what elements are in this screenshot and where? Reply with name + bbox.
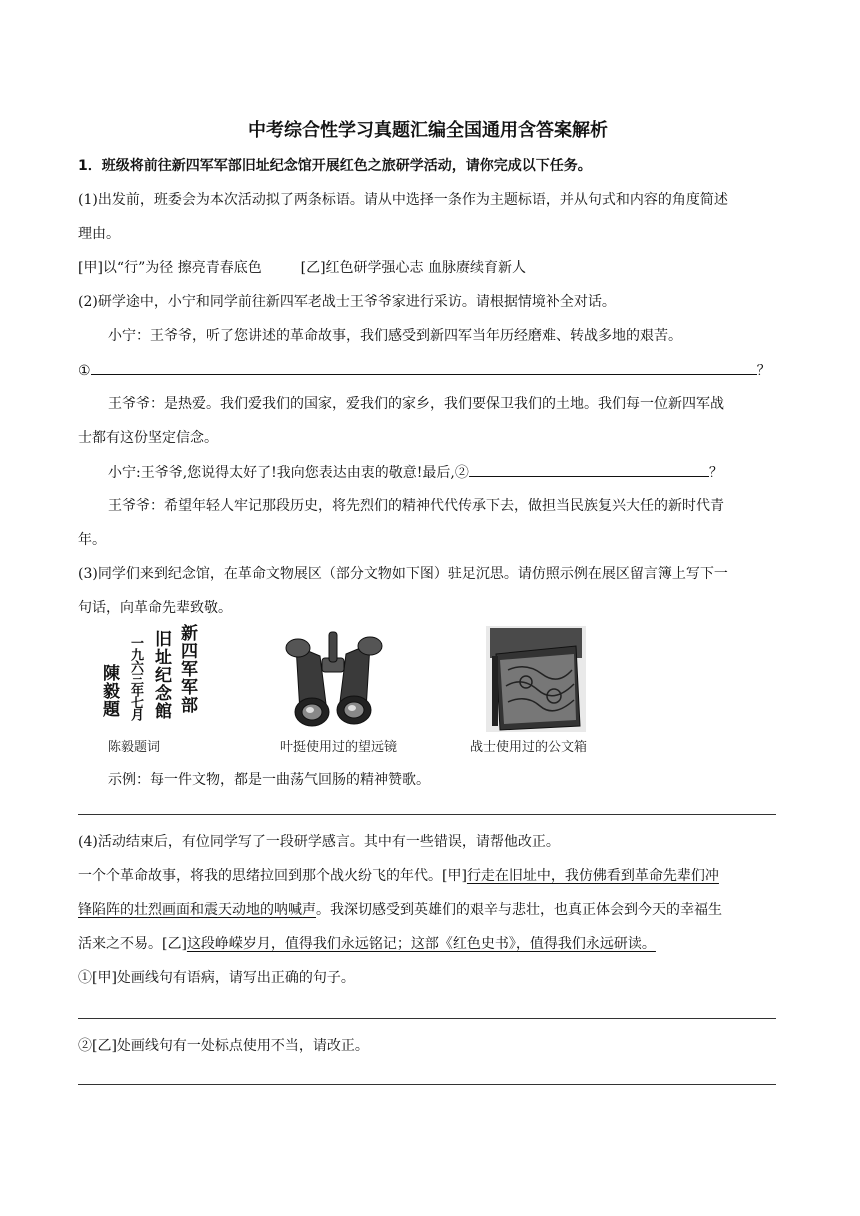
answer-line-3[interactable]: [78, 814, 776, 815]
underlined-sentence-yi: 这段峥嵘岁月，值得我们永远铭记；这部《红色史书》，值得我们永远研读。: [186, 936, 656, 952]
answer-line-4[interactable]: [78, 1018, 776, 1019]
dialogue-blank-1: [78, 360, 771, 381]
task3-prompt-line2: 句话，向革命先辈致敬。: [78, 600, 232, 616]
slogan-options: [78, 258, 526, 278]
task3-prompt-line1: (3)同学们来到纪念馆，在革命文物展区（部分文物如下图）驻足沉思。请仿照示例在展区留言簿上写下一: [78, 566, 728, 582]
document-box-image: [486, 626, 586, 732]
example-sentence: 示例：每一件文物，都是一曲荡气回肠的精神赞歌。: [108, 772, 430, 788]
answer-blank-1[interactable]: [91, 360, 757, 375]
subquestion-1: ①[甲]处画线句有语病，请写出正确的句子。: [78, 970, 355, 986]
essay-text: 活来之不易。[乙]: [78, 936, 187, 952]
blank-2-end: ？: [708, 465, 723, 481]
dialogue-xiaoning-2: [108, 462, 723, 483]
dialogue-xiaoning-1: 小宁：王爷爷，听了您讲述的革命故事，我们感受到新四军当年历经磨难、转战多地的艰苦。: [108, 328, 682, 344]
caption-calligraphy: 陈毅题词: [108, 740, 161, 755]
dialogue-wang-2-line1: 王爷爷：希望年轻人牢记那段历史，将先烈们的精神代代传承下去，做担当民族复兴大任的新时代青: [108, 498, 724, 514]
essay-line-1: [78, 866, 719, 886]
answer-blank-2[interactable]: [469, 462, 709, 477]
binoculars-image: [274, 624, 394, 734]
caption-document-box: 战士使用过的公文箱: [470, 740, 588, 755]
page-title: 中考综合性学习真题汇编全国通用含答案解析: [248, 120, 608, 141]
blank-1-marker: ①: [78, 363, 91, 379]
essay-line-2: [78, 900, 722, 920]
calligraphy-column: 一九六三年七月: [128, 636, 143, 720]
dialogue-wang-2-line2: 年。: [78, 532, 106, 548]
slogan-jia: [甲]以“行”为径 擦亮青春底色: [78, 260, 262, 276]
answer-line-5[interactable]: [78, 1084, 776, 1085]
dialogue-xiaoning-2-text: 小宁:王爷爷,您说得太好了!我向您表达由衷的敬意!最后,②: [108, 465, 469, 481]
calligraphy-column: 旧址纪念館: [151, 630, 171, 720]
underlined-sentence-jia: 行走在旧址中，我仿佛看到革命先辈们冲: [466, 868, 719, 884]
subquestion-2: ②[乙]处画线句有一处标点使用不当，请改正。: [78, 1038, 369, 1054]
artifact-figures: [78, 624, 778, 760]
dialogue-wang-1-line1: 王爷爷：是热爱。我们爱我们的国家，爱我们的家乡，我们要保卫我们的土地。我们每一位新四军战: [108, 396, 724, 412]
essay-line-3: [78, 934, 656, 954]
task2-prompt: (2)研学途中，小宁和同学前往新四军老战士王爷爷家进行采访。请根据情境补全对话。: [78, 294, 616, 310]
essay-text: 。我深切感受到英雄们的艰辛与悲壮，也真正体会到今天的幸福生: [316, 902, 722, 918]
calligraphy-image: [88, 624, 200, 734]
question-stem: 1．班级将前往新四军军部旧址纪念馆开展红色之旅研学活动，请你完成以下任务。: [78, 158, 592, 174]
essay-text: 一个个革命故事，将我的思绪拉回到那个战火纷飞的年代。[甲]: [78, 868, 467, 884]
underlined-sentence-jia-cont: 锋陷阵的壮烈画面和震天动地的呐喊声: [78, 902, 316, 918]
caption-binoculars: 叶挺使用过的望远镜: [280, 740, 398, 755]
task4-prompt: (4)活动结束后，有位同学写了一段研学感言。其中有一些错误，请帮他改正。: [78, 834, 560, 850]
task1-prompt-line2: 理由。: [78, 226, 120, 242]
slogan-yi: [乙]红色研学强心志 血脉赓续育新人: [300, 260, 526, 276]
calligraphy-column: 新四军军部: [177, 624, 197, 714]
blank-1-end: ？: [756, 363, 771, 379]
dialogue-wang-1-line2: 士都有这份坚定信念。: [78, 430, 218, 446]
calligraphy-column: 陳毅題: [99, 664, 119, 718]
task1-prompt-line1: (1)出发前，班委会为本次活动拟了两条标语。请从中选择一条作为主题标语，并从句式和内容的角度简述: [78, 192, 728, 208]
